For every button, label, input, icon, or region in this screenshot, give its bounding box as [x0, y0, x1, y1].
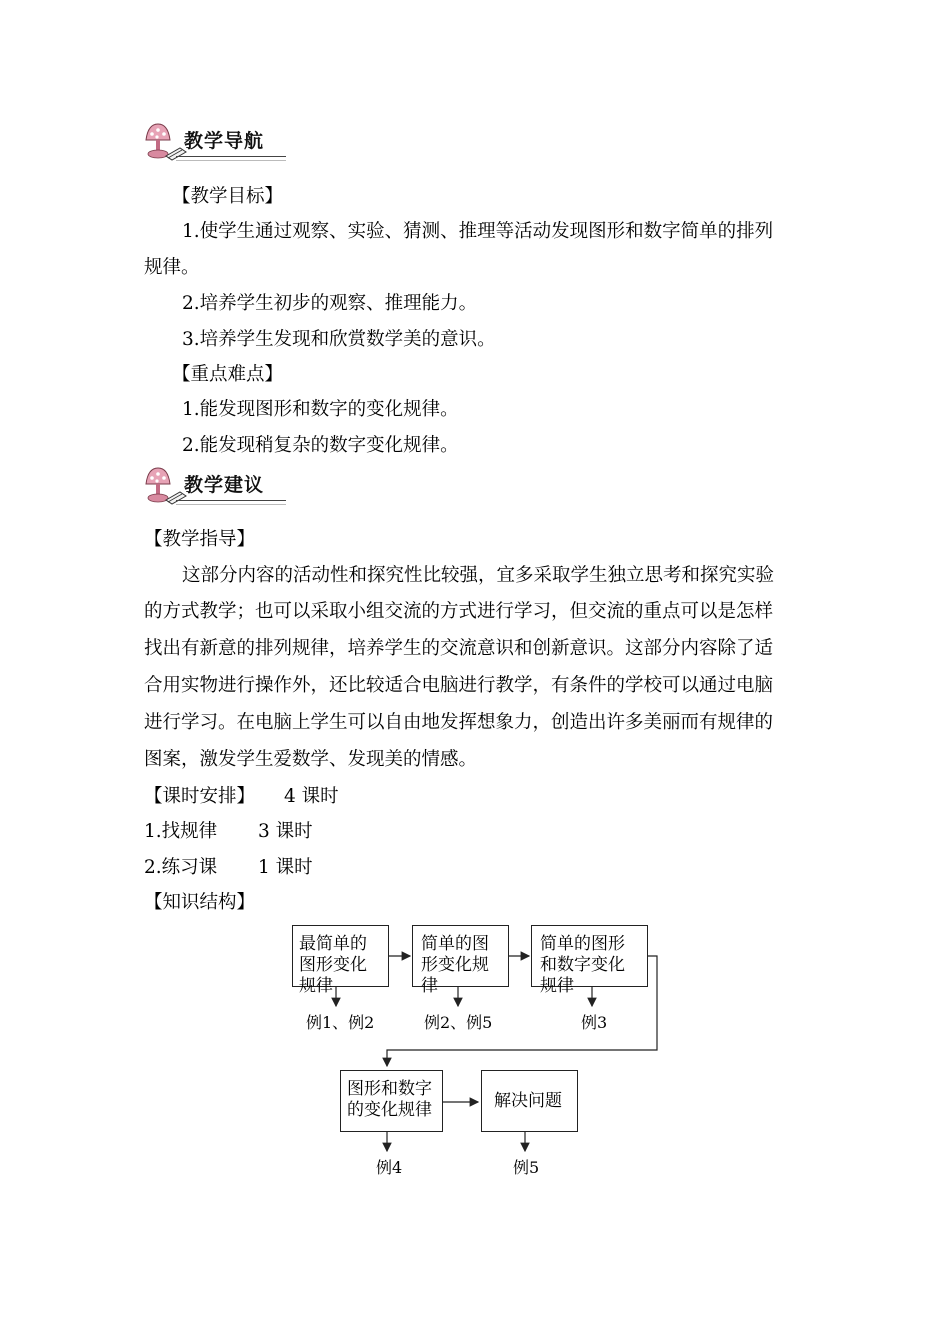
guidance-line: 的方式教学；也可以采取小组交流的方式进行学习，但交流的重点可以是怎样 [144, 601, 774, 622]
structure-box: 最简单的图形变化规律 [292, 925, 389, 987]
goal-item-1-cont: 规律。 [144, 257, 200, 278]
schedule-row-hours: 1 课时 [258, 857, 313, 878]
structure-box: 简单的图形变化规律 [412, 925, 509, 987]
structure-example-label: 例5 [513, 1158, 540, 1177]
schedule-heading: 【课时安排】 [144, 786, 256, 807]
guidance-line: 这部分内容的活动性和探究性比较强，宜多采取学生独立思考和探究实验 [182, 565, 775, 586]
schedule-row-hours: 3 课时 [258, 821, 313, 842]
section-header-title: 教学导航 [184, 130, 265, 152]
schedule-row-name: 1.找规律 [144, 821, 218, 842]
goal-item-3: 3.培养学生发现和欣赏数学美的意识。 [182, 329, 496, 350]
goal-item-1: 1.使学生通过观察、实验、猜测、推理等活动发现图形和数字简单的排列 [182, 221, 774, 242]
structure-box: 图形和数字的变化规律 [340, 1070, 443, 1132]
guidance-line: 图案，激发学生爱数学、发现美的情感。 [144, 749, 478, 770]
structure-example-label: 例3 [581, 1013, 608, 1032]
schedule-row-name: 2.练习课 [144, 857, 218, 878]
guidance-heading: 【教学指导】 [144, 529, 256, 550]
structure-example-label: 例4 [376, 1158, 403, 1177]
goals-heading: 【教学目标】 [172, 186, 284, 207]
keypoints-heading: 【重点难点】 [172, 364, 284, 385]
structure-box: 解决问题 [481, 1070, 578, 1132]
structure-example-label: 例2、例5 [424, 1013, 493, 1032]
guidance-line: 进行学习。在电脑上学生可以自由地发挥想象力，创造出许多美丽而有规律的 [144, 712, 774, 733]
structure-box: 简单的图形和数字变化规律 [531, 925, 648, 987]
guidance-line: 合用实物进行操作外，还比较适合电脑进行教学，有条件的学校可以通过电脑 [144, 675, 774, 696]
keypoint-item-1: 1.能发现图形和数字的变化规律。 [182, 399, 459, 420]
section-header-title: 教学建议 [184, 474, 265, 496]
structure-example-label: 例1、例2 [306, 1013, 375, 1032]
guidance-line: 找出有新意的排列规律，培养学生的交流意识和创新意识。这部分内容除了适 [144, 638, 774, 659]
goal-item-2: 2.培养学生初步的观察、推理能力。 [182, 293, 478, 314]
keypoint-item-2: 2.能发现稍复杂的数字变化规律。 [182, 435, 459, 456]
schedule-total: 4 课时 [284, 786, 339, 807]
structure-heading: 【知识结构】 [144, 892, 256, 913]
